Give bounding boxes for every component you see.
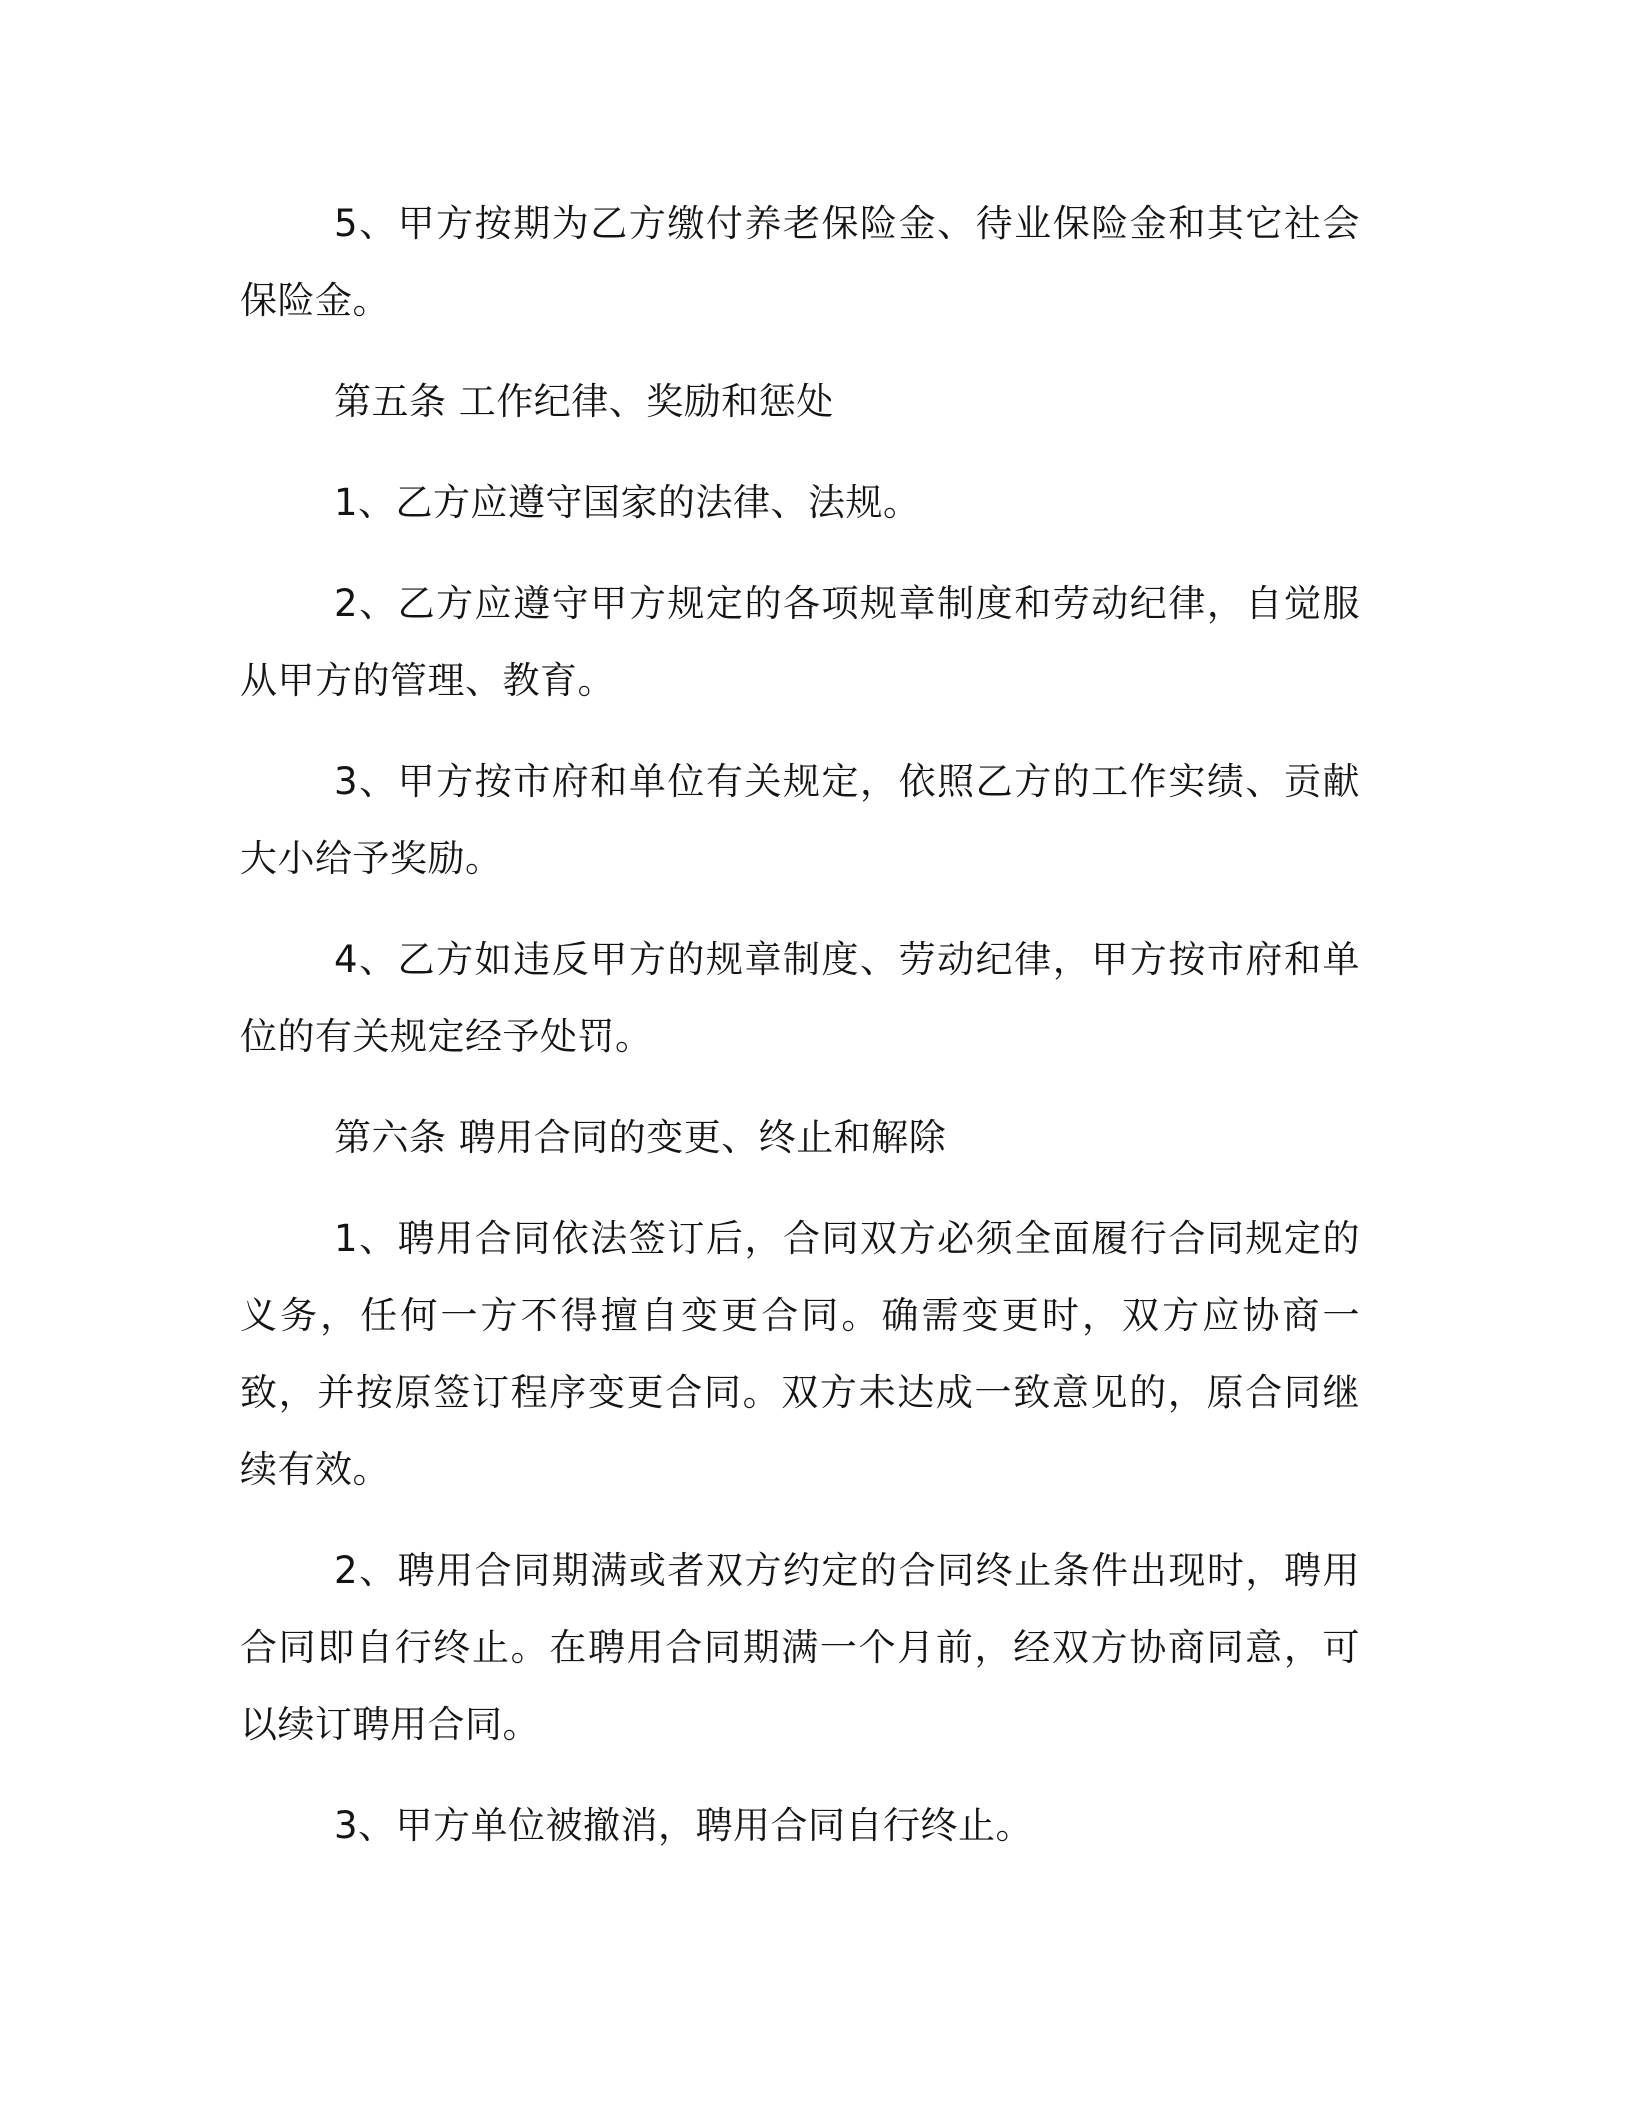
paragraph-item-3-unit-revoked: 3、甲方单位被撤消，聘用合同自行终止。 xyxy=(334,1804,1034,1847)
paragraph-item-5-insurance: 5、甲方按期为乙方缴付养老保险金、待业保险金和其它社会保险金。 xyxy=(240,202,1360,322)
paragraph-item-4-penalties: 4、乙方如违反甲方的规章制度、劳动纪律，甲方按市府和单位的有关规定经予处罚。 xyxy=(240,938,1360,1058)
section-heading-article-6: 第六条 聘用合同的变更、终止和解除 xyxy=(334,1116,947,1159)
paragraph-item-2-rules: 2、乙方应遵守甲方规定的各项规章制度和劳动纪律，自觉服从甲方的管理、教育。 xyxy=(240,582,1360,702)
section-heading-article-5: 第五条 工作纪律、奖励和惩处 xyxy=(334,380,834,423)
paragraph-item-1-contract-change: 1、聘用合同依法签订后，合同双方必须全面履行合同规定的义务，任何一方不得擅自变更合同。确需变更时，双方应协商一致，并按原签订程序变更合同。双方未达成一致意见的，原合同继续有效。 xyxy=(240,1217,1360,1491)
paragraph-item-2-contract-expiry: 2、聘用合同期满或者双方约定的合同终止条件出现时，聘用合同即自行终止。在聘用合同期满一个月前，经双方协商同意，可以续订聘用合同。 xyxy=(240,1549,1360,1746)
document-body xyxy=(240,185,1360,1888)
paragraph-item-3-rewards: 3、甲方按市府和单位有关规定，依照乙方的工作实绩、贡献大小给予奖励。 xyxy=(240,760,1360,880)
paragraph-item-1-laws: 1、乙方应遵守国家的法律、法规。 xyxy=(334,481,921,524)
